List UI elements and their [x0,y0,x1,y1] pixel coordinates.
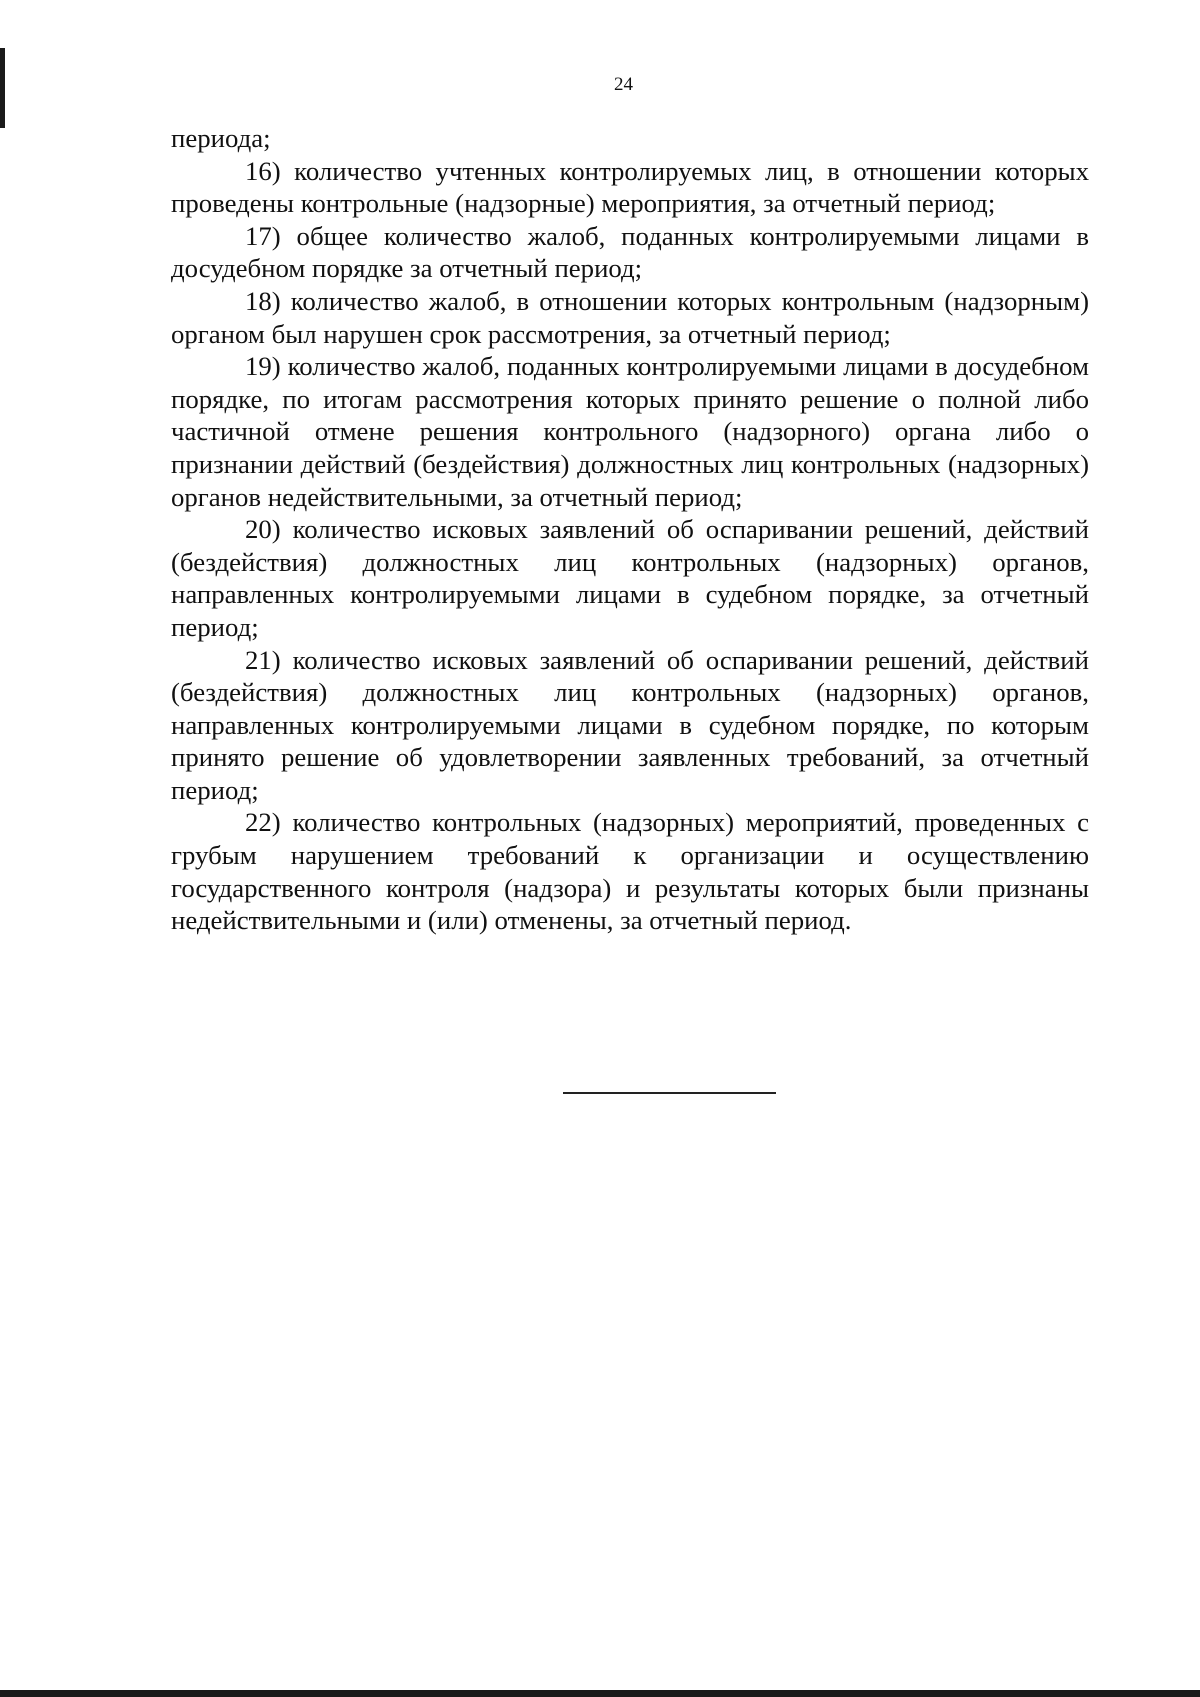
paragraph-item-20: 20) количество исковых заявлений об оспаривании решений, действий (бездействия) должностных лиц контрольных (надзорных) органов, направленных контролируемыми лицами в судебном порядке, за отчетный период; [171,514,1089,642]
paragraph-continuation: периода; [171,123,271,153]
scan-edge-bottom [0,1690,1200,1697]
page-number: 24 [614,74,633,95]
document-body [171,122,1089,937]
paragraph-item-17: 17) общее количество жалоб, поданных контролируемыми лицами в досудебном порядке за отчетный период; [171,220,1089,284]
paragraph-item-16: 16) количество учтенных контролируемых лиц, в отношении которых проведены контрольные (надзорные) мероприятия, за отчетный период; [171,155,1089,219]
end-separator-line [563,1092,776,1094]
paragraph-item-18: 18) количество жалоб, в отношении которых контрольным (надзорным) органом был нарушен срок рассмотрения, за отчетный период; [171,285,1089,349]
paragraph-item-22: 22) количество контрольных (надзорных) мероприятий, проведенных с грубым нарушением требований к организации и осуществлению государственного контроля (надзора) и результаты которых были признаны недействительными и (или) отменены, за отчетный период. [171,807,1089,936]
paragraph-item-21: 21) количество исковых заявлений об оспаривании решений, действий (бездействия) должностных лиц контрольных (надзорных) органов, направленных контролируемыми лицами в судебном порядке, по которым принято решение об удовлетворении заявленных требований, за отчетный период; [171,644,1089,805]
paragraph-item-19: 19) количество жалоб, поданных контролируемыми лицами в досудебном порядке, по итогам рассмотрения которых принято решение о полной либо частичной отмене решения контрольного (надзорного) органа либо о признании действий (бездействия) должностных лиц контрольных (надзорных) органов недействительными, за отчетный период; [171,351,1089,512]
